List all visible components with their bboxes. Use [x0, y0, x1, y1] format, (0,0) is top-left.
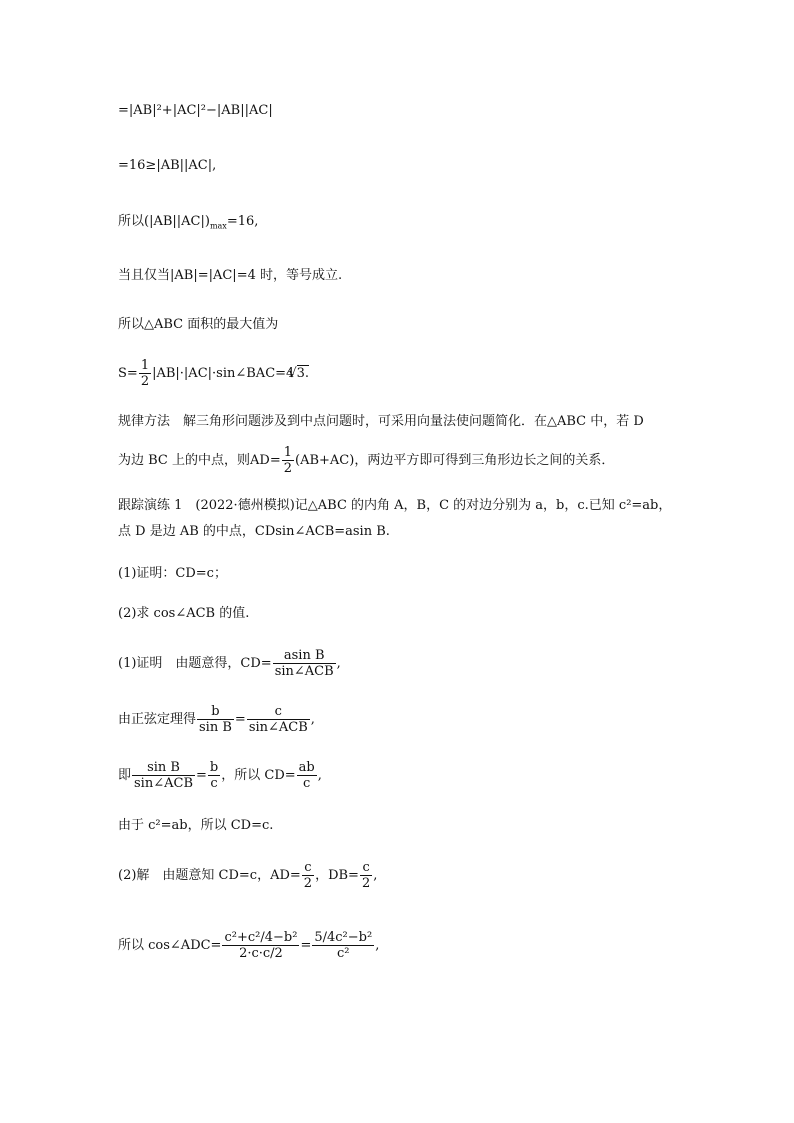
s3-fraction-3 — [297, 760, 317, 791]
s6-fraction-2 — [312, 930, 374, 961]
solution-line-2 — [118, 704, 315, 735]
s2-eq: = — [234, 712, 246, 727]
eq6-s: S= — [118, 366, 138, 381]
method-line-2 — [118, 445, 614, 476]
half-num: 1 — [140, 358, 150, 373]
method-half — [282, 445, 294, 476]
solution-line-5 — [118, 860, 377, 891]
s6-eq: = — [300, 938, 312, 953]
s2-fraction-1 — [197, 704, 234, 735]
s2-end: , — [310, 712, 315, 727]
exercise-line-2: 点 D 是边 AB 的中点，CDsin∠ACB=asin B. — [118, 524, 390, 539]
half-den: 2 — [140, 374, 150, 389]
s2-den2: sin∠ACB — [248, 720, 308, 735]
s3-num3: ab — [298, 760, 315, 775]
solution-line-6 — [118, 930, 379, 961]
solution-line-4: 由于 c²=ab，所以 CD=c. — [118, 818, 274, 833]
s2-text: 由正弦定理得 — [118, 712, 197, 727]
equation-line-1: =|AB|²+|AC|²−|AB||AC| — [118, 103, 273, 118]
s6-den2: c² — [337, 946, 350, 961]
s6-num: c²+c²/4−b² — [224, 930, 298, 945]
equation-line-3 — [118, 214, 258, 235]
s5-text: (2)解 由题意知 CD=c，AD= — [118, 868, 301, 883]
sqrt-three: √ 3. — [297, 365, 309, 382]
s3-den2: c — [210, 776, 218, 791]
exercise-line-1: 跟踪演练 1 (2022·德州模拟)记△ABC 的内角 A，B，C 的对边分别为 a，b，c.已知 c²=ab， — [118, 498, 672, 513]
method-line-1: 规律方法 解三角形问题涉及到中点问题时，可采用向量法使问题简化．在△ABC 中，若 D — [118, 414, 644, 429]
s5-mid: ，DB= — [315, 868, 359, 883]
s3-num1: sin B — [132, 760, 195, 776]
s5-end: , — [373, 868, 378, 883]
s3-end: , — [317, 768, 322, 783]
s2-den1: sin B — [199, 720, 232, 735]
s3-text: 即 — [118, 768, 132, 783]
half-fraction — [139, 358, 151, 389]
s3-den1: sin∠ACB — [134, 776, 193, 791]
s6-den: 2·c·c/2 — [239, 946, 283, 961]
eq3-text: 所以(|AB||AC|) — [118, 214, 210, 229]
s3-eq: = — [196, 768, 207, 783]
method-text-b: (AB+AC)，两边平方即可得到三角形边长之间的关系． — [295, 453, 615, 468]
s6-num2: 5/4c²−b² — [314, 930, 373, 945]
s1-fraction — [273, 648, 336, 679]
equation-line-4: 当且仅当|AB|=|AC|=4 时，等号成立. — [118, 268, 343, 283]
equation-line-5: 所以△ABC 面积的最大值为 — [118, 317, 279, 332]
s3-den3: c — [303, 776, 311, 791]
s1-end: , — [336, 656, 341, 671]
s5-den2: 2 — [361, 876, 371, 891]
s6-fraction-1 — [222, 930, 299, 961]
s1-den: sin∠ACB — [274, 664, 334, 679]
question-2: (2)求 cos∠ACB 的值. — [118, 606, 250, 621]
s1-num: asin B — [273, 648, 336, 664]
eq3-end: =16, — [226, 214, 259, 229]
s6-end: , — [375, 938, 380, 953]
s3-num2: b — [209, 760, 219, 775]
method-half-den: 2 — [283, 461, 292, 476]
method-half-num: 1 — [283, 445, 292, 460]
s3-fraction-1 — [132, 760, 195, 791]
s5-den1: 2 — [303, 876, 313, 891]
s3-fraction-2 — [208, 760, 220, 791]
method-text-a: 为边 BC 上的中点，则AD= — [118, 453, 281, 468]
eq3-sub: max — [209, 221, 227, 231]
s2-fraction-2 — [247, 704, 310, 735]
s2-num1: b — [197, 704, 234, 720]
s6-text: 所以 cos∠ADC= — [118, 938, 222, 953]
equation-line-6 — [118, 358, 309, 389]
equation-line-2: =16≥|AB||AC|, — [118, 158, 217, 173]
eq6-body: |AB|·|AC|·sin∠BAC=4 — [152, 366, 295, 381]
s5-num2: c — [360, 860, 372, 876]
s1-text: (1)证明 由题意得，CD= — [118, 656, 272, 671]
solution-line-3 — [118, 760, 322, 791]
question-1: (1)证明：CD=c； — [118, 566, 227, 581]
s2-num2: c — [247, 704, 310, 720]
s5-fraction-2 — [360, 860, 372, 891]
s5-num1: c — [302, 860, 314, 876]
solution-line-1 — [118, 648, 341, 679]
s5-fraction-1 — [302, 860, 314, 891]
s3-mid: ，所以 CD= — [221, 768, 296, 783]
